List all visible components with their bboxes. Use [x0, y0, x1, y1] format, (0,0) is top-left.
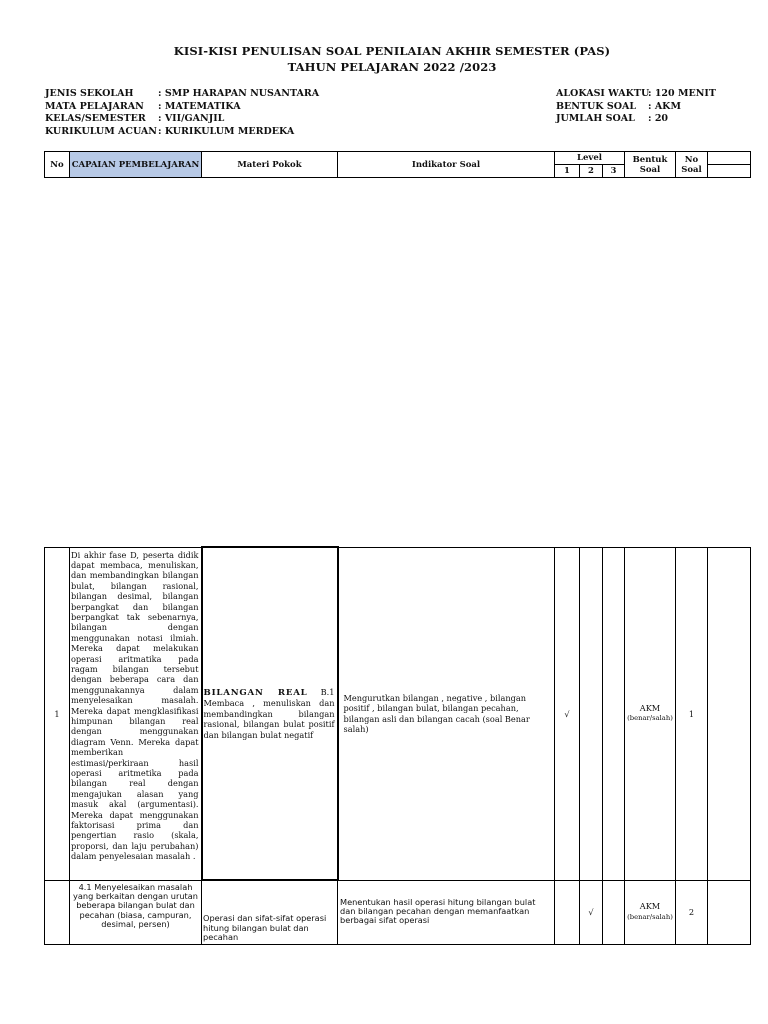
document-subtitle: TAHUN PELAJARAN 2022 /2023 — [287, 60, 497, 74]
header-bentuk — [625, 152, 676, 178]
header-level: Level — [555, 152, 625, 165]
table-header — [44, 151, 751, 178]
content-table — [44, 546, 751, 945]
row-level-1 — [555, 880, 580, 944]
info-label: MATA PELAJARAN — [45, 100, 144, 112]
row-bentuk-sub: (benar/salah) — [627, 714, 673, 722]
header-empty — [708, 165, 751, 178]
info-row-jenis-sekolah — [45, 88, 319, 101]
info-label: JUMLAH SOAL — [556, 113, 635, 125]
row-no-soal: 1 — [676, 547, 708, 880]
header-bentuk-line2: Soal — [639, 164, 661, 175]
info-label: KELAS/SEMESTER — [45, 113, 146, 125]
header-level-2: 2 — [580, 165, 603, 178]
table-row — [45, 547, 751, 880]
row-materi — [202, 547, 338, 880]
row-materi-text: B.1 Membaca , menuliskan dan membandingkan bilangan rasional, bilangan bulat positif dan bilangan bulat negatif — [203, 686, 335, 740]
row-empty — [708, 547, 751, 880]
header-materi: Materi Pokok — [202, 152, 338, 178]
info-value: : KURIKULUM MERDEKA — [158, 125, 295, 137]
row-materi: Operasi dan sifat-sifat operasi hitung bilangan bulat dan pecahan — [202, 880, 338, 944]
header-empty — [708, 152, 751, 165]
row-level-3 — [603, 547, 625, 880]
header-no-soal-line1: No — [684, 154, 699, 165]
row-bentuk-sub: (benar/salah) — [627, 912, 673, 921]
info-value: : MATEMATIKA — [158, 100, 241, 112]
row-bentuk — [625, 880, 676, 944]
row-bentuk-type: AKM — [639, 702, 661, 713]
row-no: 1 — [45, 547, 70, 880]
exam-info — [556, 88, 716, 126]
info-label: JENIS SEKOLAH — [45, 88, 134, 99]
info-value: : SMP HARAPAN NUSANTARA — [158, 88, 320, 99]
document-title: KISI-KISI PENULISAN SOAL PENILAIAN AKHIR SEMESTER (PAS) — [173, 44, 611, 58]
info-label: BENTUK SOAL — [556, 100, 637, 112]
row-no-soal: 2 — [676, 880, 708, 944]
header-level-3: 3 — [603, 165, 625, 178]
header-no-soal-line2: Soal — [681, 164, 702, 175]
info-value: : AKM — [648, 100, 681, 112]
row-bentuk — [625, 547, 676, 880]
info-row-bentuk-soal — [556, 101, 716, 114]
info-value: : VII/GANJIL — [158, 113, 225, 125]
row-bentuk-type: AKM — [639, 901, 661, 911]
row-capaian: 4.1 Menyelesaikan masalah yang berkaitan dengan urutan beberapa bilangan bulat dan pecahan (biasa, campuran, desimal, persen) — [70, 880, 202, 944]
row-no — [45, 880, 70, 944]
info-label: KURIKULUM ACUAN — [45, 125, 157, 137]
header-indikator: Indikator Soal — [338, 152, 555, 178]
info-label: ALOKASI WAKTU — [556, 88, 650, 99]
row-indikator: Mengurutkan bilangan , negative , bilangan positif , bilangan bulat, bilangan pecahan, bilangan asli dan bilangan cacah (soal Benar salah) — [338, 547, 555, 880]
info-value: : 120 MENIT — [648, 88, 716, 99]
header-no: No — [45, 152, 70, 178]
info-row-mata-pelajaran — [45, 101, 319, 114]
row-level-2-check: √ — [580, 880, 603, 944]
row-empty — [708, 880, 751, 944]
header-capaian: CAPAIAN PEMBELAJARAN — [70, 152, 202, 178]
info-row-jumlah-soal — [556, 113, 716, 126]
header-no-soal — [676, 152, 708, 178]
table-row — [45, 880, 751, 944]
row-level-1-check: √ — [555, 547, 580, 880]
header-bentuk-line1: Bentuk — [632, 154, 668, 165]
row-indikator: Menentukan hasil operasi hitung bilangan bulat dan bilangan pecahan dengan memanfaatkan berbagai sifat operasi — [338, 880, 555, 944]
row-level-3 — [603, 880, 625, 944]
row-materi-title: BILANGAN REAL — [203, 687, 308, 698]
info-row-alokasi-waktu — [556, 88, 716, 101]
info-row-kelas-semester — [45, 113, 319, 126]
row-capaian: Di akhir fase D, peserta didik dapat membaca, menuliskan, dan membandingkan bilangan bulat, bilangan rasional, bilangan desimal, bilangan berpangkat dan bilangan berpangkat tak sebenarnya, bilangan dengan menggunakan notasi ilmiah. Mereka dapat melakukan operasi aritmatika pada ragam bilangan tersebut dengan beberapa cara dan menggunakannya dalam menyelesaikan masalah. Mereka dapat mengklasifikasi himpunan bilangan real dengan menggunakan diagram Venn. Mereka dapat memberikan estimasi/perkiraan hasil operasi aritmetika pada bilangan real dengan mengajukan alasan yang masuk akal (argumentasi). Mereka dapat menggunakan faktorisasi prima dan pengertian rasio (skala, proporsi, dan laju perubahan) dalam penyelesaian masalah . — [70, 547, 202, 880]
info-row-kurikulum-acuan — [45, 126, 319, 139]
info-value: : 20 — [648, 113, 669, 125]
header-level-1: 1 — [555, 165, 580, 178]
school-info — [45, 88, 319, 138]
row-level-2 — [580, 547, 603, 880]
